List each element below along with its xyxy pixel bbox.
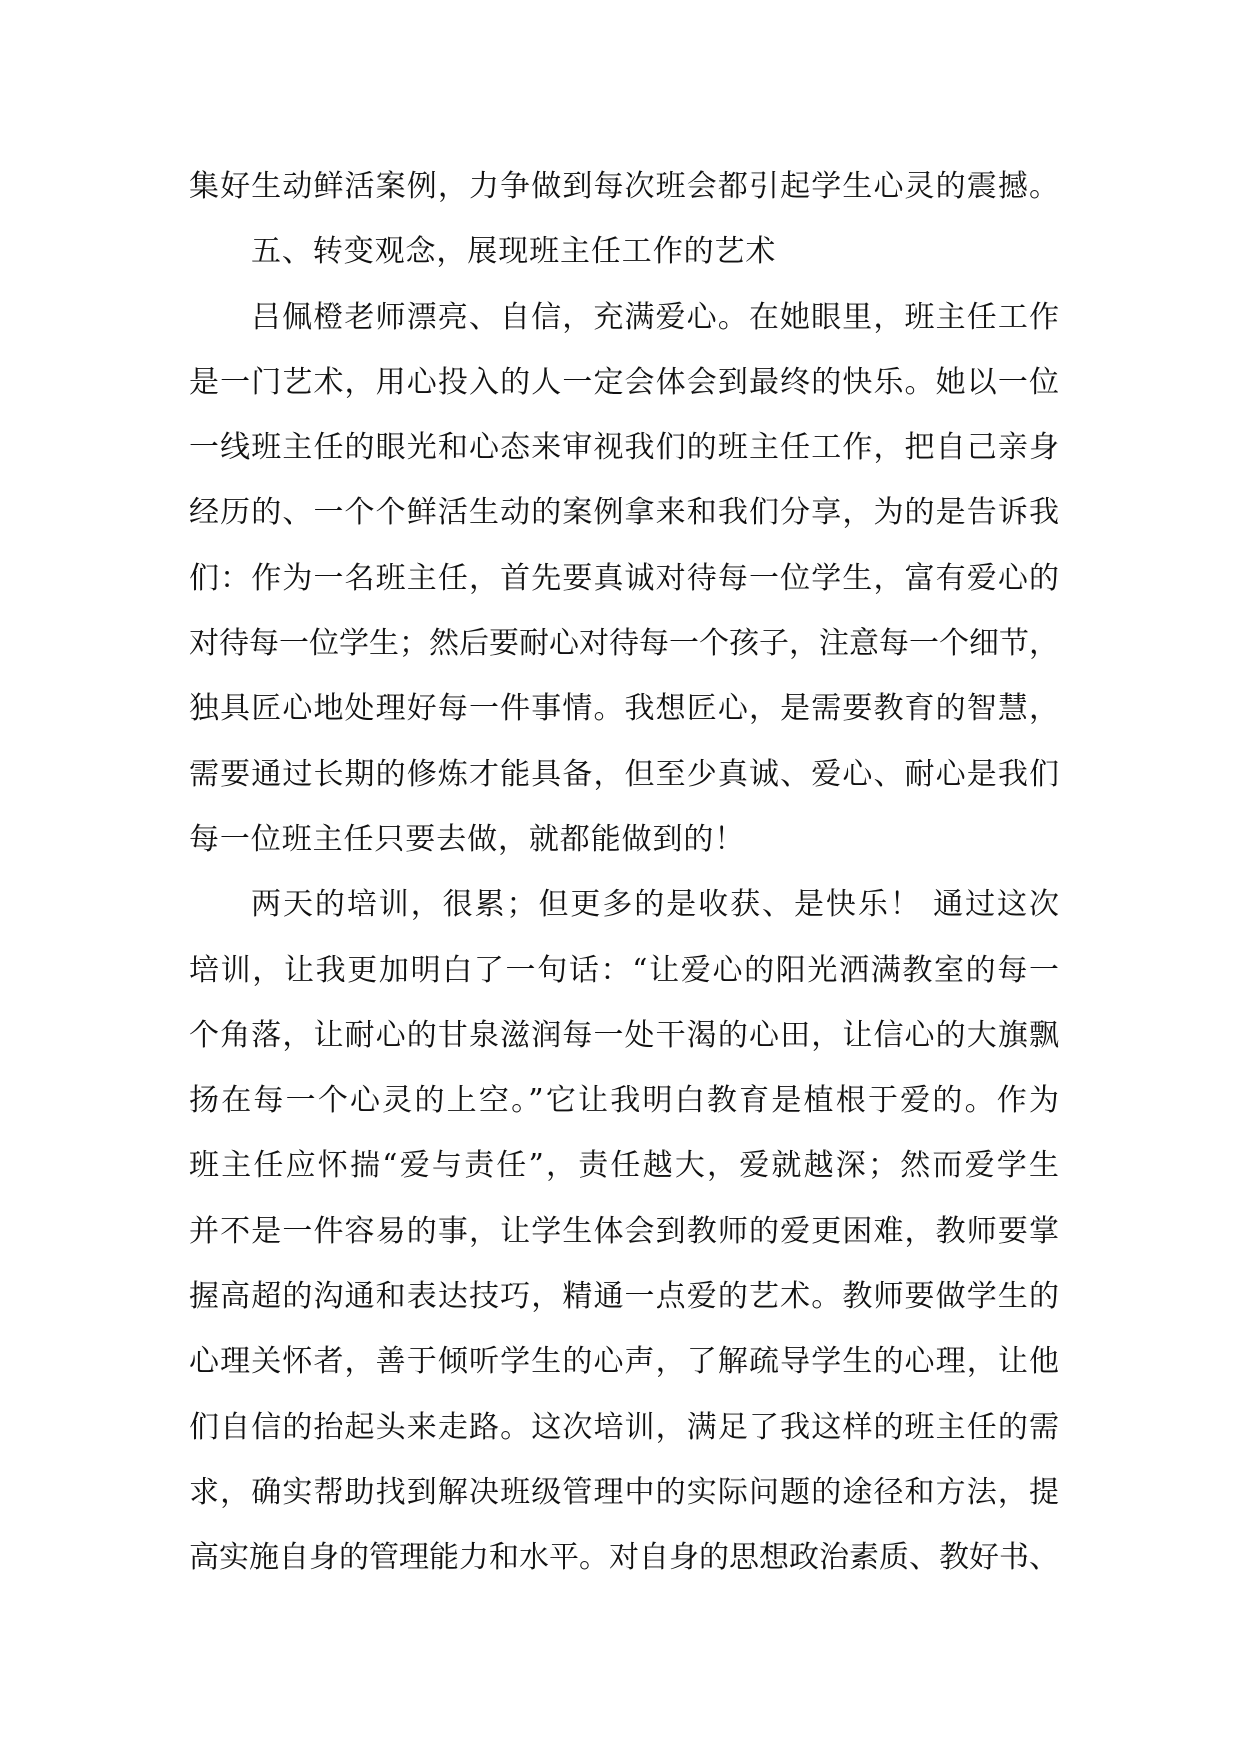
text-line: 是一门艺术，用心投入的人一定会体会到最终的快乐。她以一位 bbox=[189, 364, 1059, 400]
text-line: 集好生动鲜活案例，力争做到每次班会都引起学生心灵的震撼。 bbox=[189, 169, 1059, 204]
text-line: 吕佩橙老师漂亮、自信，充满爱心。在她眼里，班主任工作 bbox=[251, 299, 1059, 335]
text-line: 一线班主任的眼光和心态来审视我们的班主任工作，把自己亲身 bbox=[189, 430, 1059, 466]
text-line: 培训，让我更加明白了一句话：“让爱心的阳光洒满教室的每一 bbox=[189, 952, 1059, 988]
text-line: 扬在每一个心灵的上空。”它让我明白教育是植根于爱的。作为 bbox=[189, 1083, 1059, 1119]
text-line: 个角落，让耐心的甘泉滋润每一处干渴的心田，让信心的大旗飘 bbox=[189, 1017, 1059, 1053]
text-line: 每一位班主任只要去做，就都能做到的！ bbox=[189, 821, 746, 857]
text-line: 求，确实帮助找到解决班级管理中的实际问题的途径和方法，提 bbox=[189, 1474, 1059, 1510]
text-line: 们自信的抬起头来走路。这次培训，满足了我这样的班主任的需 bbox=[189, 1409, 1059, 1445]
section-heading: 五、转变观念，展现班主任工作的艺术 bbox=[251, 234, 777, 270]
text-line: 高实施自身的管理能力和水平。对自身的思想政治素质、教好书、 bbox=[189, 1540, 1059, 1576]
text-line: 并不是一件容易的事，让学生体会到教师的爱更困难，教师要掌 bbox=[189, 1213, 1059, 1249]
text-line: 经历的、一个个鲜活生动的案例拿来和我们分享，为的是告诉我 bbox=[189, 495, 1059, 531]
text-line: 握高超的沟通和表达技巧，精通一点爱的艺术。教师要做学生的 bbox=[189, 1279, 1059, 1315]
text-line: 班主任应怀揣“爱与责任”，责任越大，爱就越深；然而爱学生 bbox=[189, 1148, 1059, 1184]
text-line: 独具匠心地处理好每一件事情。我想匠心，是需要教育的智慧， bbox=[189, 691, 1059, 727]
text-line: 对待每一位学生；然后要耐心对待每一个孩子，注意每一个细节， bbox=[189, 626, 1059, 662]
text-line: 需要通过长期的修炼才能具备，但至少真诚、爱心、耐心是我们 bbox=[189, 756, 1059, 792]
document-body bbox=[189, 154, 1059, 1591]
text-line: 两天的培训，很累；但更多的是收获、是快乐！ 通过这次 bbox=[251, 887, 1059, 923]
text-line: 心理关怀者，善于倾听学生的心声，了解疏导学生的心理，让他 bbox=[189, 1344, 1059, 1380]
text-line: 们：作为一名班主任，首先要真诚对待每一位学生，富有爱心的 bbox=[189, 560, 1059, 596]
